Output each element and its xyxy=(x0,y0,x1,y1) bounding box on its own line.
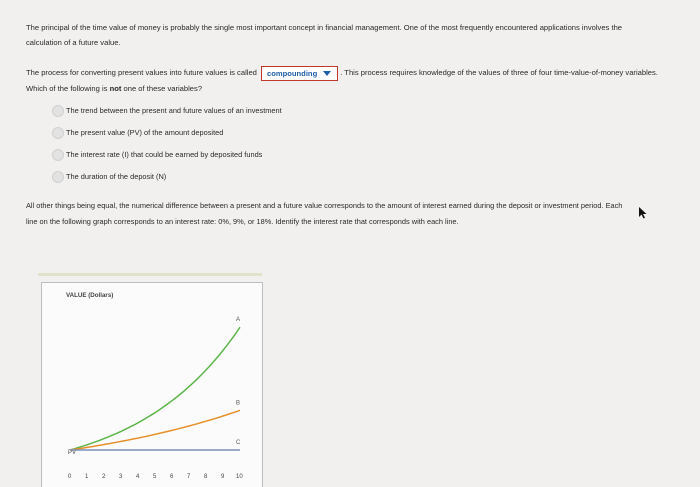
compounding-dropdown[interactable] xyxy=(261,66,338,81)
option-present-value[interactable] xyxy=(52,126,452,140)
option-label: The trend between the present and future values of an investment xyxy=(66,106,282,115)
option-label: The present value (PV) of the amount deposited xyxy=(66,128,224,137)
option-interest-rate[interactable] xyxy=(52,148,452,162)
x-tick-label: 3 xyxy=(119,474,123,480)
radio-button[interactable] xyxy=(52,105,64,117)
radio-button[interactable] xyxy=(52,127,64,139)
option-duration[interactable] xyxy=(52,170,452,184)
series-label-a: A xyxy=(236,317,241,324)
future-value-chart xyxy=(41,282,263,487)
option-trend[interactable] xyxy=(52,104,452,118)
option-label: The interest rate (I) that could be earned by deposited funds xyxy=(66,150,263,159)
question1-bold-word: not xyxy=(109,83,122,93)
intro-paragraph: The principal of the time value of money is probably the single most important concept in financial management. One of the most frequently encountered applications involves the calculation of a future value. xyxy=(26,23,623,47)
x-tick-label: 6 xyxy=(170,474,174,480)
radio-button[interactable] xyxy=(52,171,64,183)
x-tick-label: 0 xyxy=(68,474,72,480)
option-label: The duration of the deposit (N) xyxy=(66,172,167,181)
question1-end: one of these variables? xyxy=(123,83,203,93)
mouse-cursor-icon xyxy=(638,207,648,219)
chevron-down-icon xyxy=(323,71,331,76)
x-tick-label: 10 xyxy=(236,474,243,480)
pv-label: PV xyxy=(68,450,77,456)
divider xyxy=(38,273,262,276)
y-axis-label: VALUE (Dollars) xyxy=(66,292,114,299)
question1-paragraph xyxy=(26,65,666,96)
x-tick-label: 2 xyxy=(102,474,106,480)
question1-suffix: . This process requires knowledge of the values of three of four time-value-of-money variables. Which of the following is xyxy=(26,68,658,93)
question1-prefix: The process for converting present values into future values is called xyxy=(26,68,257,77)
series-line-a xyxy=(70,327,240,450)
series-line-b xyxy=(70,410,240,450)
question2-paragraph: All other things being equal, the numerical difference between a present and a future value corresponds to the amount of interest earned during the deposit or investment period. Each line on the following graph corresponds to an interest rate: 0%, 9%, or 18%. Identify the interest rate that corresponds with each line. xyxy=(26,201,623,226)
x-tick-label: 4 xyxy=(136,474,140,480)
x-tick-label: 5 xyxy=(153,474,157,480)
x-tick-label: 8 xyxy=(204,474,208,480)
x-tick-label: 7 xyxy=(187,474,191,480)
x-tick-label: 9 xyxy=(221,474,225,480)
dropdown-value: compounding xyxy=(267,68,318,78)
radio-button[interactable] xyxy=(52,149,64,161)
series-label-b: B xyxy=(236,400,241,407)
series-label-c: C xyxy=(236,440,241,446)
x-tick-label: 1 xyxy=(85,474,89,480)
chart-svg xyxy=(42,283,262,487)
